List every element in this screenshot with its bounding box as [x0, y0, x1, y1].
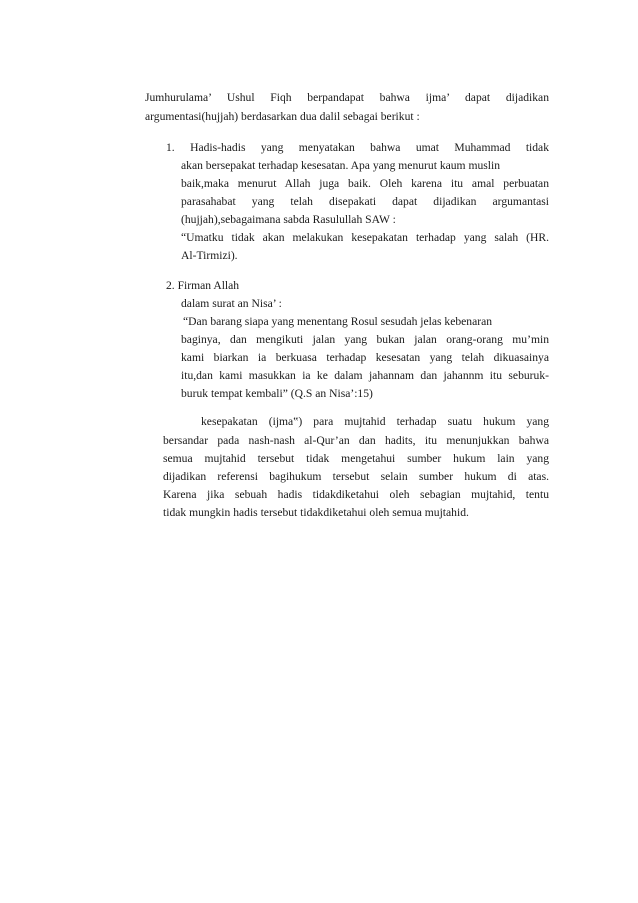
- intro-line-1: Jumhurulama’ Ushul Fiqh berpandapat bahwa ijma’ dapat dijadikan: [145, 91, 549, 104]
- item1-line-1: 1. Hadis-hadis yang menyatakan bahwa umat Muhammad tidak: [166, 141, 549, 154]
- item2-line-5: kami biarkan ia berkuasa terhadap kesesatan yang telah dikuasainya: [181, 351, 549, 364]
- item2-line-4: baginya, dan mengikuti jalan yang bukan jalan orang-orang mu’min: [181, 333, 549, 346]
- item2-line-7: buruk tempat kembali” (Q.S an Nisa’:15): [181, 387, 373, 400]
- closing-line-2: bersandar pada nash-nash al-Qur’an dan hadits, itu menunjukkan bahwa: [163, 434, 549, 447]
- item1-line-5: (hujjah),sebagaimana sabda Rasulullah SAW :: [181, 213, 396, 226]
- item2-line-6: itu,dan kami masukkan ia ke dalam jahannam dan jahannm itu seburuk-: [181, 369, 549, 382]
- item1-line-6: “Umatku tidak akan melakukan kesepakatan terhadap yang salah (HR.: [181, 231, 549, 244]
- item1-line-4: parasahabat yang telah disepakati dapat dijadikan argumantasi: [181, 195, 549, 208]
- intro-line-2: argumentasi(hujjah) berdasarkan dua dalil sebagai berikut :: [145, 110, 420, 123]
- closing-line-1: kesepakatan (ijma‟) para mujtahid terhadap suatu hukum yang: [201, 415, 549, 428]
- item1-line-3: baik,maka menurut Allah juga baik. Oleh karena itu amal perbuatan: [181, 177, 549, 190]
- item2-line-3: “Dan barang siapa yang menentang Rosul sesudah jelas kebenaran: [183, 315, 493, 328]
- closing-line-6: tidak mungkin hadis tersebut tidakdiketahui oleh semua mujtahid.: [163, 506, 469, 519]
- closing-line-5: Karena jika sebuah hadis tidakdiketahui oleh sebagian mujtahid, tentu: [163, 488, 549, 501]
- closing-line-3: semua mujtahid tersebut tidak mengetahui sumber hukum lain yang: [163, 452, 549, 465]
- item1-line-7: Al-Tirmizi).: [181, 249, 238, 262]
- item2-line-2: dalam surat an Nisa’ :: [181, 297, 282, 310]
- closing-line-4: dijadikan referensi bagihukum tersebut selain sumber hukum di atas.: [163, 470, 549, 483]
- item1-line-2: akan bersepakat terhadap kesesatan. Apa yang menurut kaum muslin: [181, 159, 501, 172]
- item2-line-1: 2. Firman Allah: [166, 279, 240, 292]
